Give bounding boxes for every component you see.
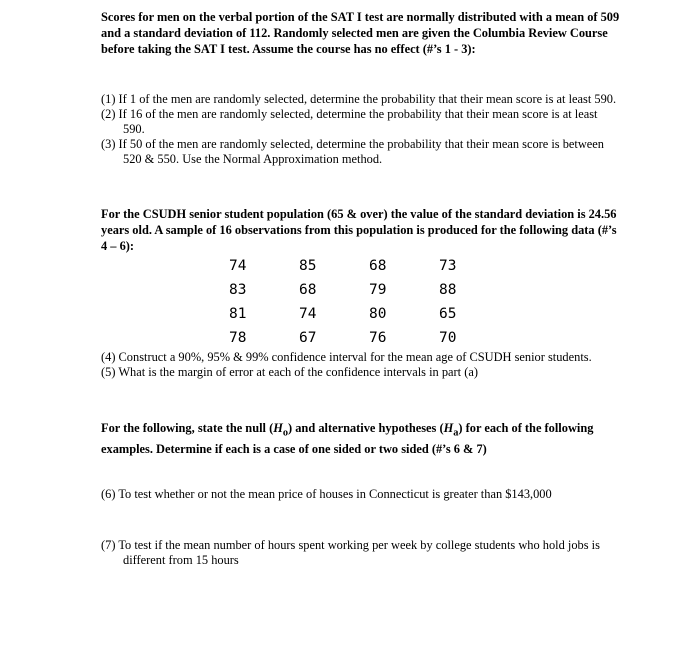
hypotheses-intro [101,420,621,458]
question-6: (6) To test whether or not the mean price of houses in Connecticut is greater than $143,000 [101,487,552,501]
question-1: (1) If 1 of the men are randomly selected, determine the probability that their mean score is at least 590. [101,92,617,106]
table-cell: 70 [439,330,457,346]
hypotheses-question-7 [101,538,621,568]
csudh-intro: For the CSUDH senior student population (65 & over) the value of the standard deviation is 24.56 years old. A sample of 16 observations from this population is produced for the following data (#’s 4 – 6): [101,207,617,253]
ha-subscript: a [453,427,459,439]
table-cell: 76 [369,330,387,346]
table-row [229,278,509,302]
sat-intro: Scores for men on the verbal portion of the SAT I test are normally distributed with a mean of 509 and a standard deviation of 112. Randomly selected men are given the Columbia Review Course before taking the SAT I test. Assume the course has no effect (#’s 1 - 3): [101,10,620,56]
table-cell: 68 [299,282,317,298]
table-cell: 79 [369,282,387,298]
h0-subscript: o [282,427,289,439]
table-cell: 74 [299,306,317,322]
hypotheses-question-6 [101,487,621,502]
table-row [229,302,509,326]
table-row [229,254,509,278]
age-data-table [229,254,509,350]
question-3: (3) If 50 of the men are randomly selected, determine the probability that their mean score is between 520 & 550. Use the Normal Approximation method. [101,137,605,166]
table-cell: 74 [229,258,247,274]
ha-symbol: H [443,421,454,435]
table-cell: 83 [229,282,247,298]
question-4: (4) Construct a 90%, 95% & 99% confidence interval for the mean age of CSUDH senior students. [101,350,592,364]
table-cell: 88 [439,282,457,298]
table-cell: 73 [439,258,457,274]
sat-question-list [101,92,621,167]
question-5: (5) What is the margin of error at each of the confidence intervals in part (a) [101,365,478,379]
table-cell: 68 [369,258,387,274]
question-2: (2) If 16 of the men are randomly selected, determine the probability that their mean score is at least 590. [101,107,598,136]
table-cell: 65 [439,306,457,322]
csudh-section [101,206,621,254]
table-cell: 78 [229,330,247,346]
table-cell: 81 [229,306,247,322]
h0-symbol: H [273,421,283,435]
csudh-question-list [101,350,621,380]
hypotheses-section [101,420,621,458]
table-cell: 80 [369,306,387,322]
hypotheses-intro-part3: ) for each of the following examples. Determine if each is a case of one sided or two sided (#’s 6 & 7) [101,421,594,457]
table-cell: 67 [299,330,317,346]
hypotheses-intro-part1: For the following, state the null ( [101,421,274,435]
hypotheses-intro-part2: ) and alternative hypotheses ( [288,421,444,435]
table-row [229,326,509,350]
table-cell: 85 [299,258,317,274]
sat-section [101,9,621,57]
question-7: (7) To test if the mean number of hours spent working per week by college students who hold jobs is different from 15 hours [101,538,600,567]
